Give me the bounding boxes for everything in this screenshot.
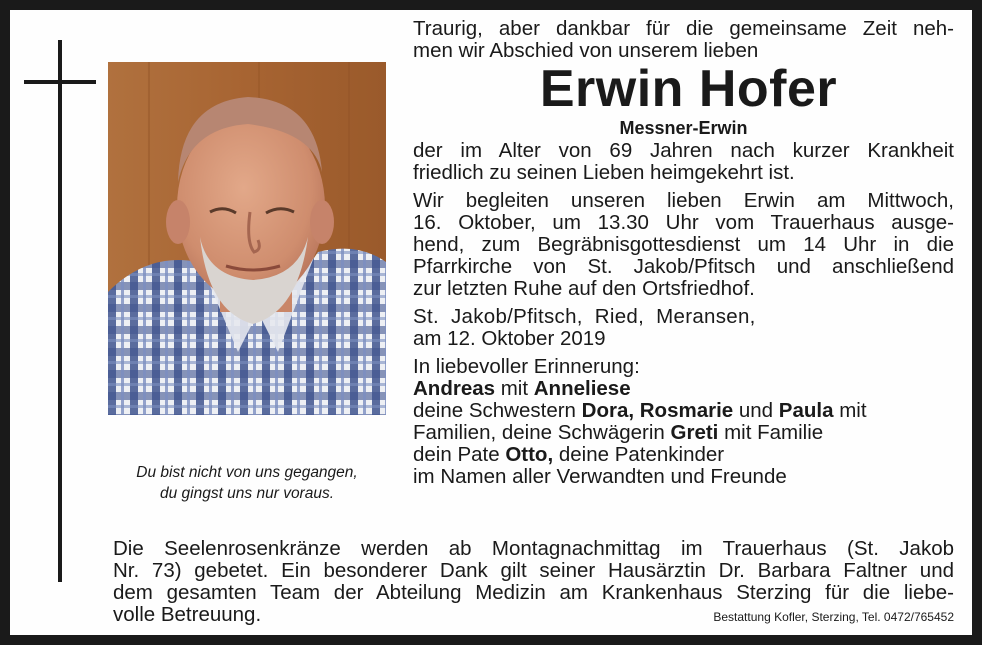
quote-line: Du bist nicht von uns gegangen,: [136, 464, 358, 481]
deceased-name: Erwin Hofer: [539, 60, 838, 118]
cross-icon: [58, 40, 62, 582]
mourner-line: im Namen aller Verwandten und Freunde: [413, 465, 787, 488]
mourner-line: [413, 378, 954, 400]
mourner-name: Anneliese: [533, 377, 631, 400]
funeral-line: Wir begleiten unseren lieben Erwin am Mittwoch,: [413, 189, 954, 212]
mourner-text: deine Schwestern: [413, 399, 582, 422]
rosary-line: Die Seelenrosenkränze werden ab Montagnachmittag im Trauerhaus (St. Jakob: [113, 537, 954, 560]
funeral-line: zur letzten Ruhe auf den Ortsfriedhof.: [413, 277, 755, 300]
mourner-text: und: [733, 399, 779, 422]
cross-icon-bar: [24, 80, 96, 84]
mourner-text: dein Pate: [413, 443, 506, 466]
rosary-line: dem gesamten Team der Abteilung Medizin am Krankenhaus Sterzing für die liebe-: [113, 581, 954, 604]
intro-line: Traurig, aber dankbar für die gemeinsame Zeit neh-: [413, 17, 954, 40]
age-line: der im Alter von 69 Jahren nach kurzer Krankheit: [413, 139, 954, 162]
funeral-line: 16. Oktober, um 13.30 Uhr vom Trauerhaus ausge-: [413, 211, 954, 234]
rosary-line: volle Betreuung.: [113, 603, 262, 626]
mourner-name: Greti: [670, 421, 719, 444]
mourner-text: mit: [833, 399, 867, 422]
nickname: Messner-Erwin: [619, 118, 748, 138]
mourner-name: Andreas: [413, 377, 496, 400]
mourner-text: mit Familie: [718, 421, 824, 444]
memory-heading: In liebevoller Erinnerung:: [413, 355, 640, 378]
portrait-image: [108, 62, 386, 415]
memorial-quote: [108, 462, 386, 504]
mourner-line: [413, 444, 954, 466]
funeral-line: Pfarrkirche von St. Jakob/Pfitsch und anschließend: [413, 255, 954, 278]
mourner-text: deine Patenkinder: [553, 443, 725, 466]
age-line: friedlich zu seinen Lieben heimgekehrt ist.: [413, 161, 795, 184]
mourner-line: [413, 422, 954, 444]
quote-line: du gingst uns nur voraus.: [159, 485, 335, 502]
funeral-home: Bestattung Kofler, Sterzing, Tel. 0472/765452: [713, 610, 954, 624]
mourner-name: Paula: [778, 399, 834, 422]
mourner-line: [413, 400, 954, 422]
funeral-line: hend, zum Begräbnisgottesdienst um 14 Uhr in die: [413, 233, 954, 256]
place-line: St. Jakob/Pfitsch, Ried, Meransen,: [413, 305, 756, 328]
intro-line: men wir Abschied von unserem lieben: [413, 39, 759, 62]
obituary-text: [413, 18, 954, 488]
mourner-text: Familien, deine Schwägerin: [413, 421, 671, 444]
date-line: am 12. Oktober 2019: [413, 327, 606, 350]
rosary-line: Nr. 73) gebetet. Ein besonderer Dank gilt seiner Hausärztin Dr. Barbara Faltner und: [113, 559, 954, 582]
portrait-photo: [108, 62, 386, 415]
mourner-name: Otto,: [505, 443, 554, 466]
mourner-name: Dora, Rosmarie: [581, 399, 734, 422]
mourner-text: mit: [495, 377, 534, 400]
